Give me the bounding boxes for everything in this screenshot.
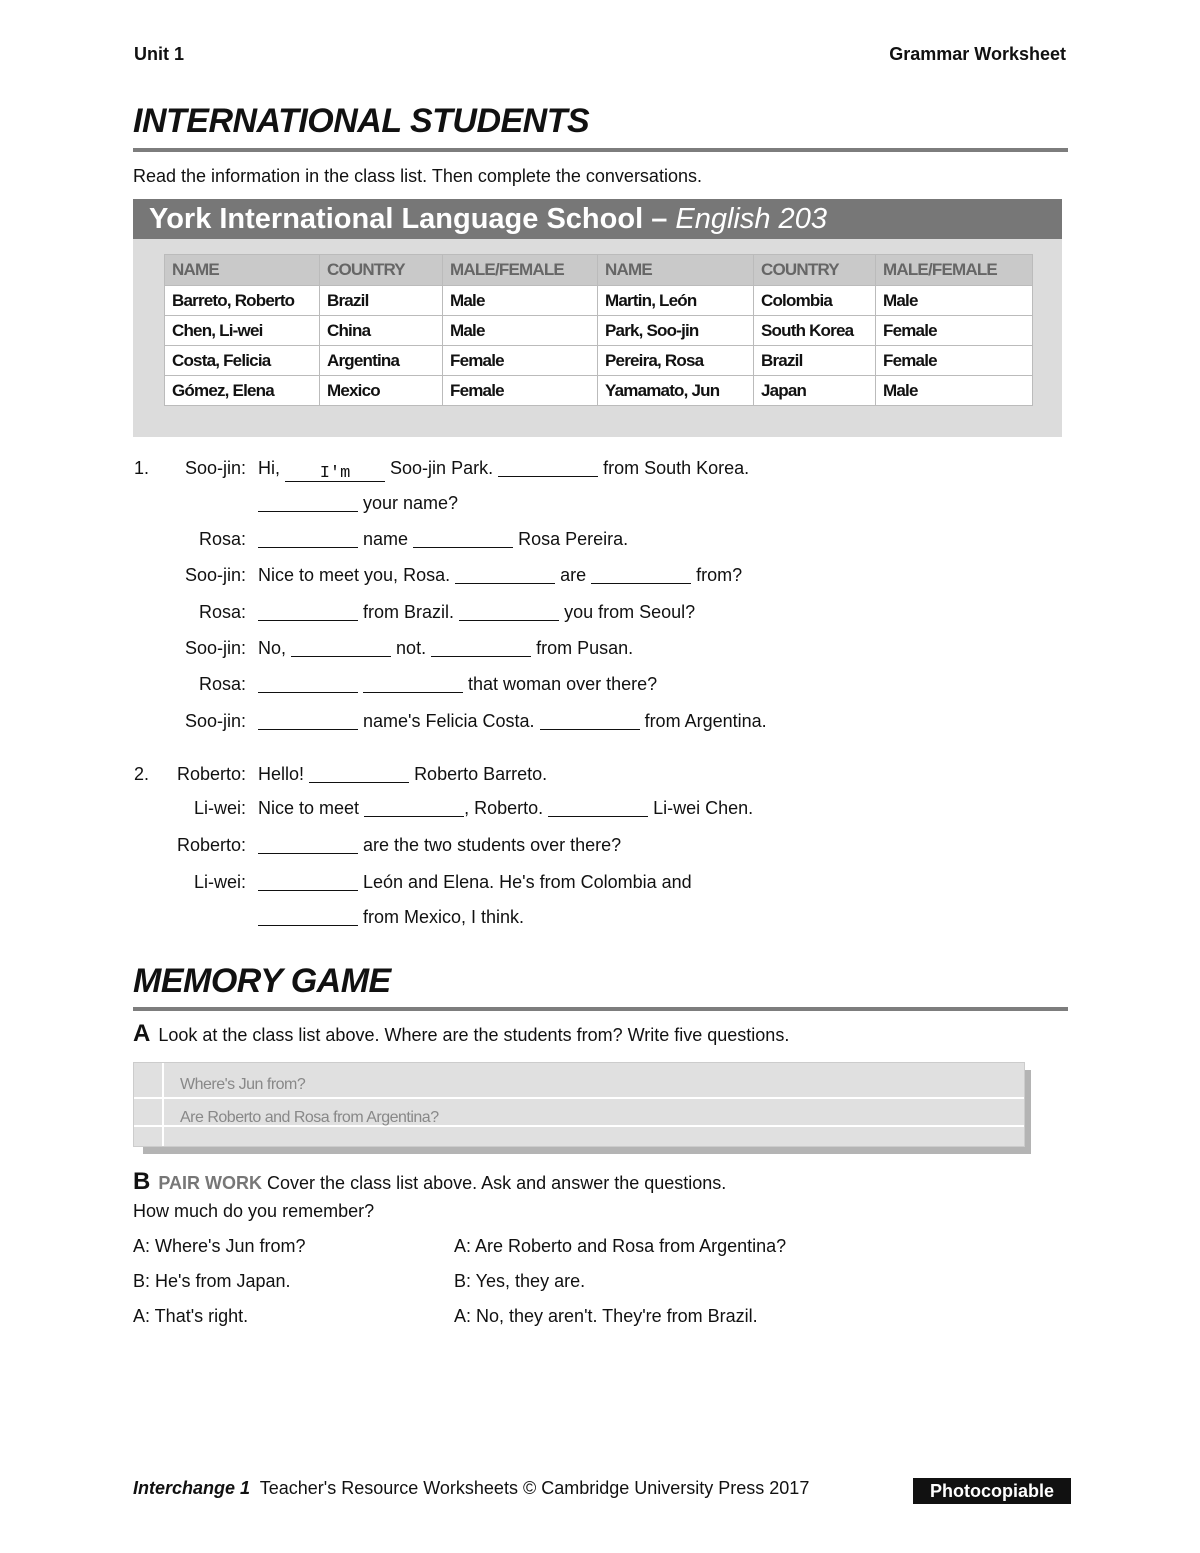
course-name: English 203 [675, 203, 827, 235]
answer-blank[interactable] [309, 764, 409, 783]
answer-blank[interactable] [540, 711, 640, 730]
table-cell: South Korea [754, 316, 876, 346]
conversation-line: Hello! Roberto Barreto. [258, 764, 548, 784]
conversation-line: are the two students over there? [258, 835, 621, 856]
table-cell: Barreto, Roberto [165, 286, 320, 316]
column-header: COUNTRY [320, 255, 443, 286]
answer-blank[interactable] [591, 565, 691, 584]
table-cell: Japan [754, 376, 876, 406]
table-cell: Male [876, 286, 1033, 316]
answer-blank[interactable] [498, 458, 598, 477]
answer-blank[interactable] [258, 907, 358, 926]
conversation-line: that woman over there? [258, 674, 657, 695]
unit-label: Unit 1 [134, 44, 185, 64]
answer-blank[interactable] [459, 602, 559, 621]
speaker: Rosa: [198, 529, 246, 549]
table-cell: Gómez, Elena [165, 376, 320, 406]
table-row [165, 286, 1033, 316]
speaker: Rosa: [198, 602, 246, 622]
book-title: Interchange 1 [133, 1478, 251, 1498]
speaker: Li-wei: [193, 872, 246, 892]
table-cell: Brazil [320, 286, 443, 316]
speaker: Rosa: [198, 674, 246, 694]
exercise-a [133, 1020, 789, 1048]
pair-work-label: PAIR WORK [158, 1173, 263, 1193]
dialog-line: B: He's from Japan. [133, 1271, 291, 1291]
answer-blank[interactable] [431, 638, 531, 657]
answer-blank[interactable] [548, 798, 648, 817]
table-cell: Martin, León [598, 286, 754, 316]
table-cell: Argentina [320, 346, 443, 376]
answer-blank[interactable] [258, 711, 358, 730]
column-header: NAME [598, 255, 754, 286]
conversation-line: name Rosa Pereira. [258, 529, 628, 550]
example-question: Where's Jun from? [180, 1076, 306, 1093]
table-cell: Brazil [754, 346, 876, 376]
school-name: York International Language School – [149, 203, 668, 235]
title-rule [133, 148, 1068, 152]
table-cell: Female [876, 346, 1033, 376]
column-header: COUNTRY [754, 255, 876, 286]
dialog-line: A: Are Roberto and Rosa from Argentina? [454, 1236, 787, 1256]
footer-credit [133, 1478, 809, 1499]
table-cell: Female [876, 316, 1033, 346]
section-title-memory-game: MEMORY GAME [133, 962, 391, 1000]
table-cell: Female [443, 346, 598, 376]
answer-blank[interactable] [413, 529, 513, 548]
exercise-letter: B [133, 1168, 151, 1195]
answer-blank[interactable] [291, 638, 391, 657]
copyright-text: Teacher's Resource Worksheets © Cambridge University Press 2017 [259, 1478, 810, 1498]
table-cell: Male [876, 376, 1033, 406]
dialog-line: A: That's right. [133, 1306, 249, 1326]
speaker: Soo-jin: [184, 638, 246, 658]
answer-blank-filled[interactable]: I'm [285, 464, 385, 482]
answer-blank[interactable] [258, 835, 358, 854]
exercise-a-text: Look at the class list above. Where are the students from? Write five questions. [158, 1025, 790, 1045]
answer-blank[interactable] [258, 493, 358, 512]
worksheet-type: Grammar Worksheet [889, 44, 1066, 64]
dialog-line: A: Where's Jun from? [133, 1236, 306, 1256]
table-cell: Chen, Li-wei [165, 316, 320, 346]
speaker: Roberto: [176, 835, 246, 855]
exercise-b-text-2: How much do you remember? [133, 1201, 375, 1221]
table-row [165, 346, 1033, 376]
answer-blank[interactable] [364, 798, 464, 817]
conversation-line: from Mexico, I think. [258, 907, 524, 928]
conversation-line: Nice to meet , Roberto. Li-wei Chen. [258, 798, 754, 818]
column-header: MALE/FEMALE [876, 255, 1033, 286]
item-number: 1. [134, 458, 150, 478]
photocopiable-badge: Photocopiable [913, 1478, 1071, 1504]
conversation-line: No, not. from Pusan. [258, 638, 634, 658]
exercise-b [133, 1168, 726, 1196]
table-cell: Yamamato, Jun [598, 376, 754, 406]
speaker: Li-wei: [193, 798, 246, 818]
conversation-line: Hi, I'm Soo-jin Park. from South Korea. [258, 458, 750, 483]
speaker: Soo-jin: [184, 565, 246, 585]
table-cell: Mexico [320, 376, 443, 406]
table-cell: China [320, 316, 443, 346]
class-list-table [164, 254, 1033, 406]
answer-blank[interactable] [258, 872, 358, 891]
table-row [165, 316, 1033, 346]
table-cell: Male [443, 316, 598, 346]
table-header-row [165, 255, 1033, 286]
title-rule [133, 1007, 1068, 1011]
conversation-line: your name? [258, 493, 458, 514]
column-header: NAME [165, 255, 320, 286]
answer-blank[interactable] [258, 674, 358, 693]
table-cell: Costa, Felicia [165, 346, 320, 376]
example-question: Are Roberto and Rosa from Argentina? [180, 1109, 439, 1126]
speaker: Soo-jin: [184, 711, 246, 731]
exercise-letter: A [133, 1020, 151, 1047]
table-cell: Male [443, 286, 598, 316]
answer-blank[interactable] [455, 565, 555, 584]
conversation-line: name's Felicia Costa. from Argentina. [258, 711, 767, 732]
writing-lines-box[interactable] [133, 1062, 1025, 1147]
instruction-text: Read the information in the class list. Then complete the conversations. [133, 166, 702, 186]
dialog-line: A: No, they aren't. They're from Brazil. [454, 1306, 758, 1326]
section-title-international-students: INTERNATIONAL STUDENTS [133, 102, 590, 140]
school-title-bar [133, 199, 1062, 239]
conversation-line: León and Elena. He's from Colombia and [258, 872, 692, 893]
table-cell: Park, Soo-jin [598, 316, 754, 346]
column-header: MALE/FEMALE [443, 255, 598, 286]
table-cell: Pereira, Rosa [598, 346, 754, 376]
answer-blank[interactable] [258, 529, 358, 548]
dialog-line: B: Yes, they are. [454, 1271, 586, 1291]
item-number: 2. [134, 764, 150, 784]
table-cell: Female [443, 376, 598, 406]
answer-blank[interactable] [258, 602, 358, 621]
conversation-line: Nice to meet you, Rosa. are from? [258, 565, 743, 585]
speaker: Soo-jin: [184, 458, 246, 478]
answer-blank[interactable] [363, 674, 463, 693]
speaker: Roberto: [176, 764, 246, 784]
conversation-line: from Brazil. you from Seoul? [258, 602, 695, 623]
table-row [165, 376, 1033, 406]
exercise-b-text: Cover the class list above. Ask and answer the questions. [267, 1173, 727, 1193]
table-cell: Colombia [754, 286, 876, 316]
